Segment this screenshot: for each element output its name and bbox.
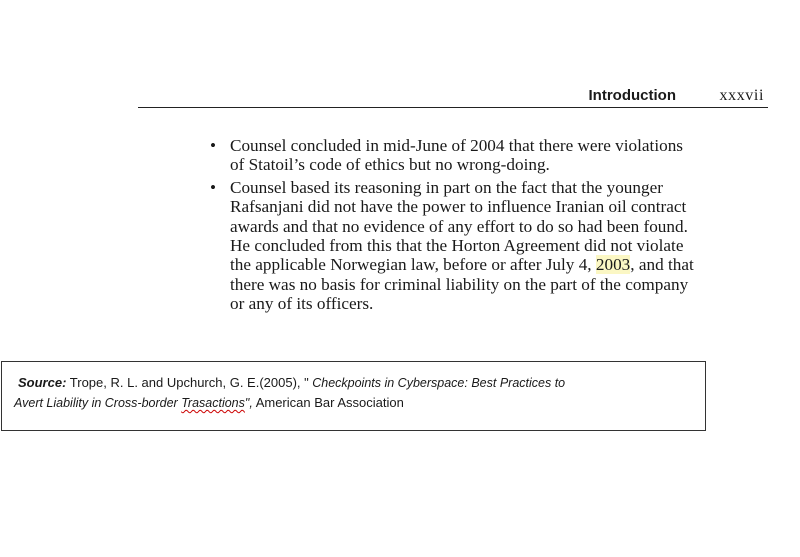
citation-title: Avert Liability in Cross-border: [14, 396, 182, 410]
header-divider: [138, 107, 768, 108]
text-line: of Statoil’s code of ethics but no wrong-doing.: [230, 155, 550, 175]
misspelled-word: Trasactions: [181, 396, 245, 410]
source-citation-box: [1, 361, 706, 431]
text-line: there was no basis for criminal liability on the part of the company: [230, 274, 689, 294]
text-line: Rafsanjani did not have the power to influence Iranian oil contract: [230, 197, 687, 217]
bullet-icon: •: [210, 177, 217, 197]
chapter-title: Introduction: [588, 87, 676, 104]
text-line: He concluded from this that the Horton Agreement did not violate: [230, 236, 684, 256]
text-line: or any of its officers.: [230, 294, 374, 314]
citation-title: ",: [244, 396, 253, 410]
highlighted-year: 2003: [595, 255, 631, 275]
bullet-item: [208, 136, 778, 175]
citation-line: [18, 373, 565, 393]
excerpt-bullet-list: [208, 136, 778, 317]
text-line: Counsel based its reasoning in part on the fact that the younger: [230, 177, 663, 197]
citation-publisher: American Bar Association: [252, 395, 404, 410]
book-page-header: [138, 82, 766, 108]
bullet-icon: •: [210, 136, 217, 155]
citation-title: Checkpoints in Cyberspace: Best Practices to: [308, 376, 566, 390]
text-fragment: , and that: [630, 255, 694, 275]
bullet-item: [208, 178, 778, 314]
text-line: awards and that no evidence of any effort to do so had been found.: [230, 216, 688, 236]
citation-authors: Trope, R. L. and Upchurch, G. E.(2005), ": [66, 375, 309, 390]
source-label: Source:: [18, 375, 67, 390]
text-line: Counsel concluded in mid-June of 2004 that there were violations: [230, 136, 683, 155]
citation-line: [14, 393, 404, 413]
text-fragment: the applicable Norwegian law, before or after July 4,: [230, 255, 596, 275]
page-number: xxxvii: [719, 87, 764, 104]
text-line-with-highlight: [230, 255, 778, 274]
